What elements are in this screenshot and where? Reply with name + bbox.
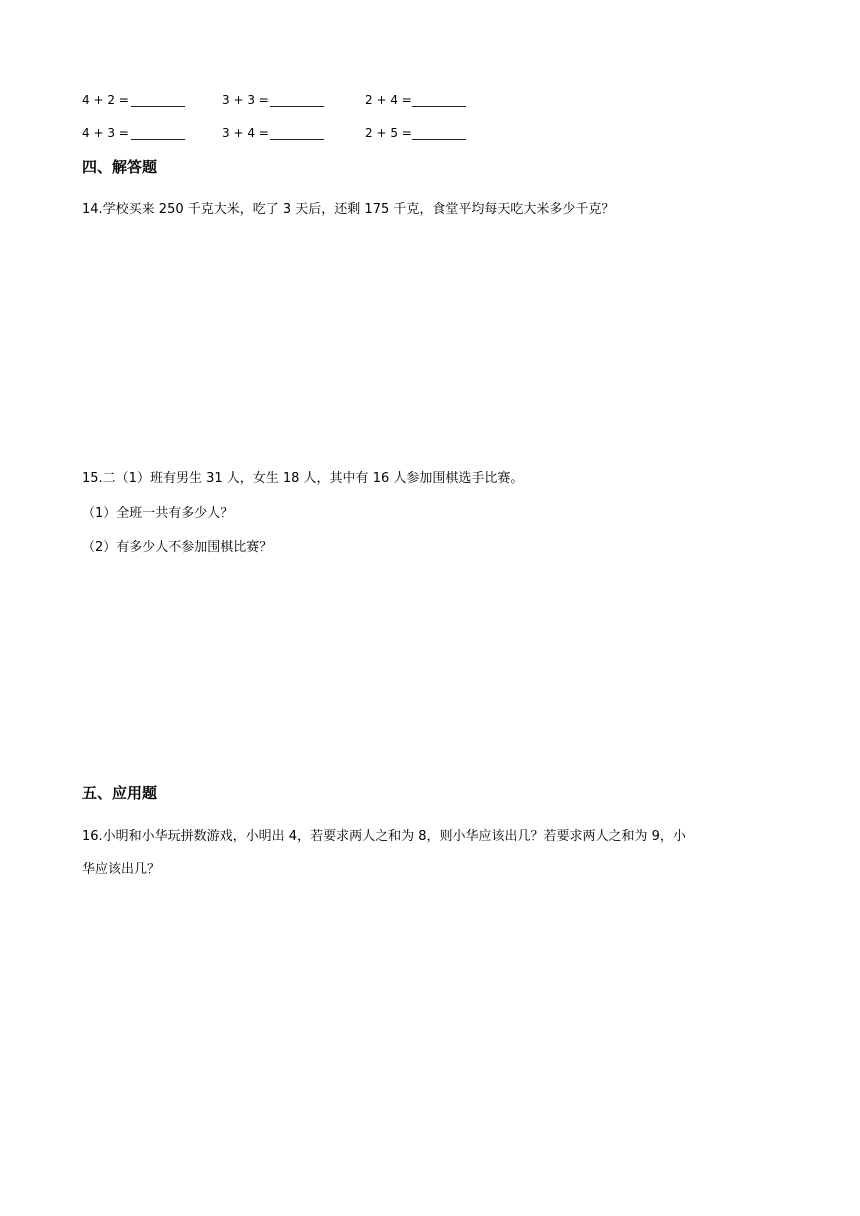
question-16-line-2: 华应该出几？ <box>82 862 161 877</box>
answer-blank[interactable]: _________ <box>412 93 466 107</box>
equation-expression: 4 + 2 = <box>82 93 129 107</box>
question-16-line-1: 16.小明和小华玩拼数游戏，小明出 4，若要求两人之和为 8，则小华应该出几？若要求两人之和为 9，小 <box>82 829 686 844</box>
answer-blank[interactable]: _________ <box>131 93 185 107</box>
question-14: 14.学校买来 250 千克大米，吃了 3 天后，还剩 175 千克，食堂平均每天吃大米多少千克？ <box>82 202 615 217</box>
answer-blank[interactable]: _________ <box>270 93 324 107</box>
section-heading: 五、应用题 <box>82 784 158 802</box>
equation-expression: 3 + 3 = <box>222 93 269 107</box>
question-15-part-1: （1）全班一共有多少人？ <box>82 506 234 521</box>
question-15-stem: 15.二（1）班有男生 31 人，女生 18 人，其中有 16 人参加围棋选手比赛。 <box>82 471 524 486</box>
equation-expression: 3 + 4 = <box>222 126 269 140</box>
equation-expression: 2 + 4 = <box>365 93 412 107</box>
answer-blank[interactable]: _________ <box>270 126 324 140</box>
answer-blank[interactable]: _________ <box>412 126 466 140</box>
question-15-part-2: （2）有多少人不参加围棋比赛？ <box>82 540 273 555</box>
answer-blank[interactable]: _________ <box>131 126 185 140</box>
equation-expression: 2 + 5 = <box>365 126 412 140</box>
equation-expression: 4 + 3 = <box>82 126 129 140</box>
section-heading: 四、解答题 <box>82 158 158 176</box>
